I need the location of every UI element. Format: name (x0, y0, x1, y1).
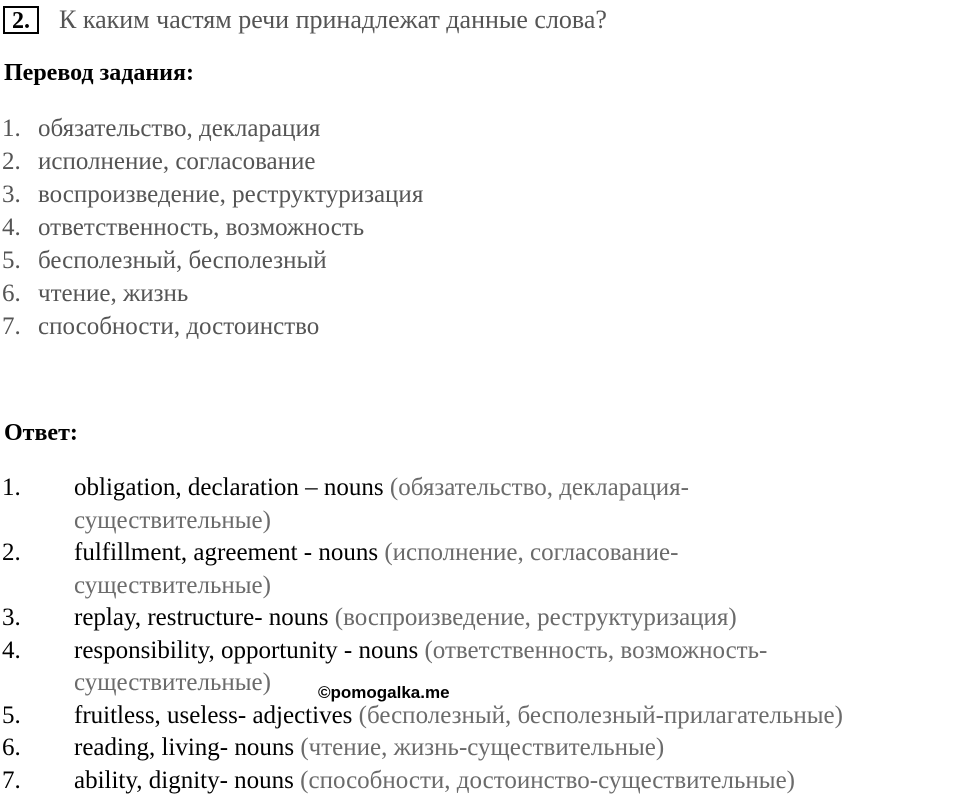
translation-list (2, 112, 423, 343)
watermark: ©pomogalka.me (318, 683, 450, 702)
translation-item (2, 211, 423, 244)
answer-russian-cont: существительные) (74, 669, 271, 696)
answer-english: fulfillment, agreement - nouns (74, 539, 379, 566)
translation-item (2, 145, 423, 178)
item-number: 1. (2, 115, 21, 142)
answer-russian: (обязательство, декларация- (389, 474, 689, 501)
answer-title: Ответ: (4, 420, 78, 446)
answer-body (74, 602, 958, 635)
item-number: 3. (2, 604, 21, 631)
item-text: обязательство, декларация (38, 115, 321, 142)
translation-title: Перевод задания: (4, 60, 194, 86)
answer-body (74, 635, 958, 700)
answer-body (74, 765, 958, 798)
answer-russian: (исполнение, согласование- (384, 539, 679, 566)
task-header (0, 2, 607, 38)
answer-item (2, 732, 958, 765)
answer-russian: (способности, достоинство-существительные) (300, 766, 796, 794)
item-number: 6. (2, 280, 21, 307)
item-number: 6. (2, 734, 21, 761)
answer-russian-cont: существительные) (74, 571, 271, 599)
item-number: 5. (2, 247, 21, 274)
translation-item (2, 178, 423, 211)
answer-body (74, 472, 958, 537)
answer-body (74, 537, 958, 602)
answer-english: ability, dignity- nouns (74, 766, 294, 794)
item-number: 2. (2, 539, 21, 566)
answer-english: obligation, declaration – nouns (74, 474, 384, 501)
answer-list (2, 472, 958, 797)
answer-item (2, 472, 958, 537)
task-question: К каким частям речи принадлежат данные слова? (59, 5, 607, 34)
answer-english: reading, living- nouns (74, 734, 295, 761)
answer-item (2, 700, 958, 733)
item-text: исполнение, согласование (38, 148, 316, 175)
answer-body (74, 700, 958, 733)
answer-russian: (бесполезный, бесполезный-прилагательные) (358, 701, 843, 729)
answer-russian: (воспроизведение, реструктуризация) (334, 604, 737, 631)
answer-russian-cont: существительные) (74, 506, 271, 534)
item-number: 7. (2, 313, 21, 340)
answer-item (2, 635, 958, 700)
answer-item (2, 537, 958, 602)
task-number-box: 2. (3, 6, 39, 34)
item-text: способности, достоинство (38, 313, 320, 340)
answer-english: responsibility, opportunity - nouns (74, 636, 419, 664)
translation-item (2, 244, 423, 277)
translation-item (2, 277, 423, 310)
answer-russian: (ответственность, возможность- (424, 636, 768, 664)
item-number: 1. (2, 474, 21, 501)
item-number: 3. (2, 181, 21, 208)
item-text: воспроизведение, реструктуризация (38, 181, 424, 208)
answer-item (2, 602, 958, 635)
item-text: бесполезный, бесполезный (38, 247, 327, 274)
translation-item (2, 112, 423, 145)
item-number: 7. (2, 766, 21, 794)
item-number: 5. (2, 701, 21, 729)
item-text: ответственность, возможность (38, 214, 365, 241)
answer-item (2, 765, 958, 798)
answer-english: fruitless, useless- adjectives (74, 701, 353, 729)
answer-russian: (чтение, жизнь-существительные) (300, 734, 665, 761)
item-text: чтение, жизнь (38, 280, 189, 307)
answer-body (74, 732, 958, 765)
item-number: 4. (2, 636, 21, 664)
item-number: 4. (2, 214, 21, 241)
item-number: 2. (2, 148, 21, 175)
answer-english: replay, restructure- nouns (74, 604, 329, 631)
translation-item (2, 310, 423, 343)
